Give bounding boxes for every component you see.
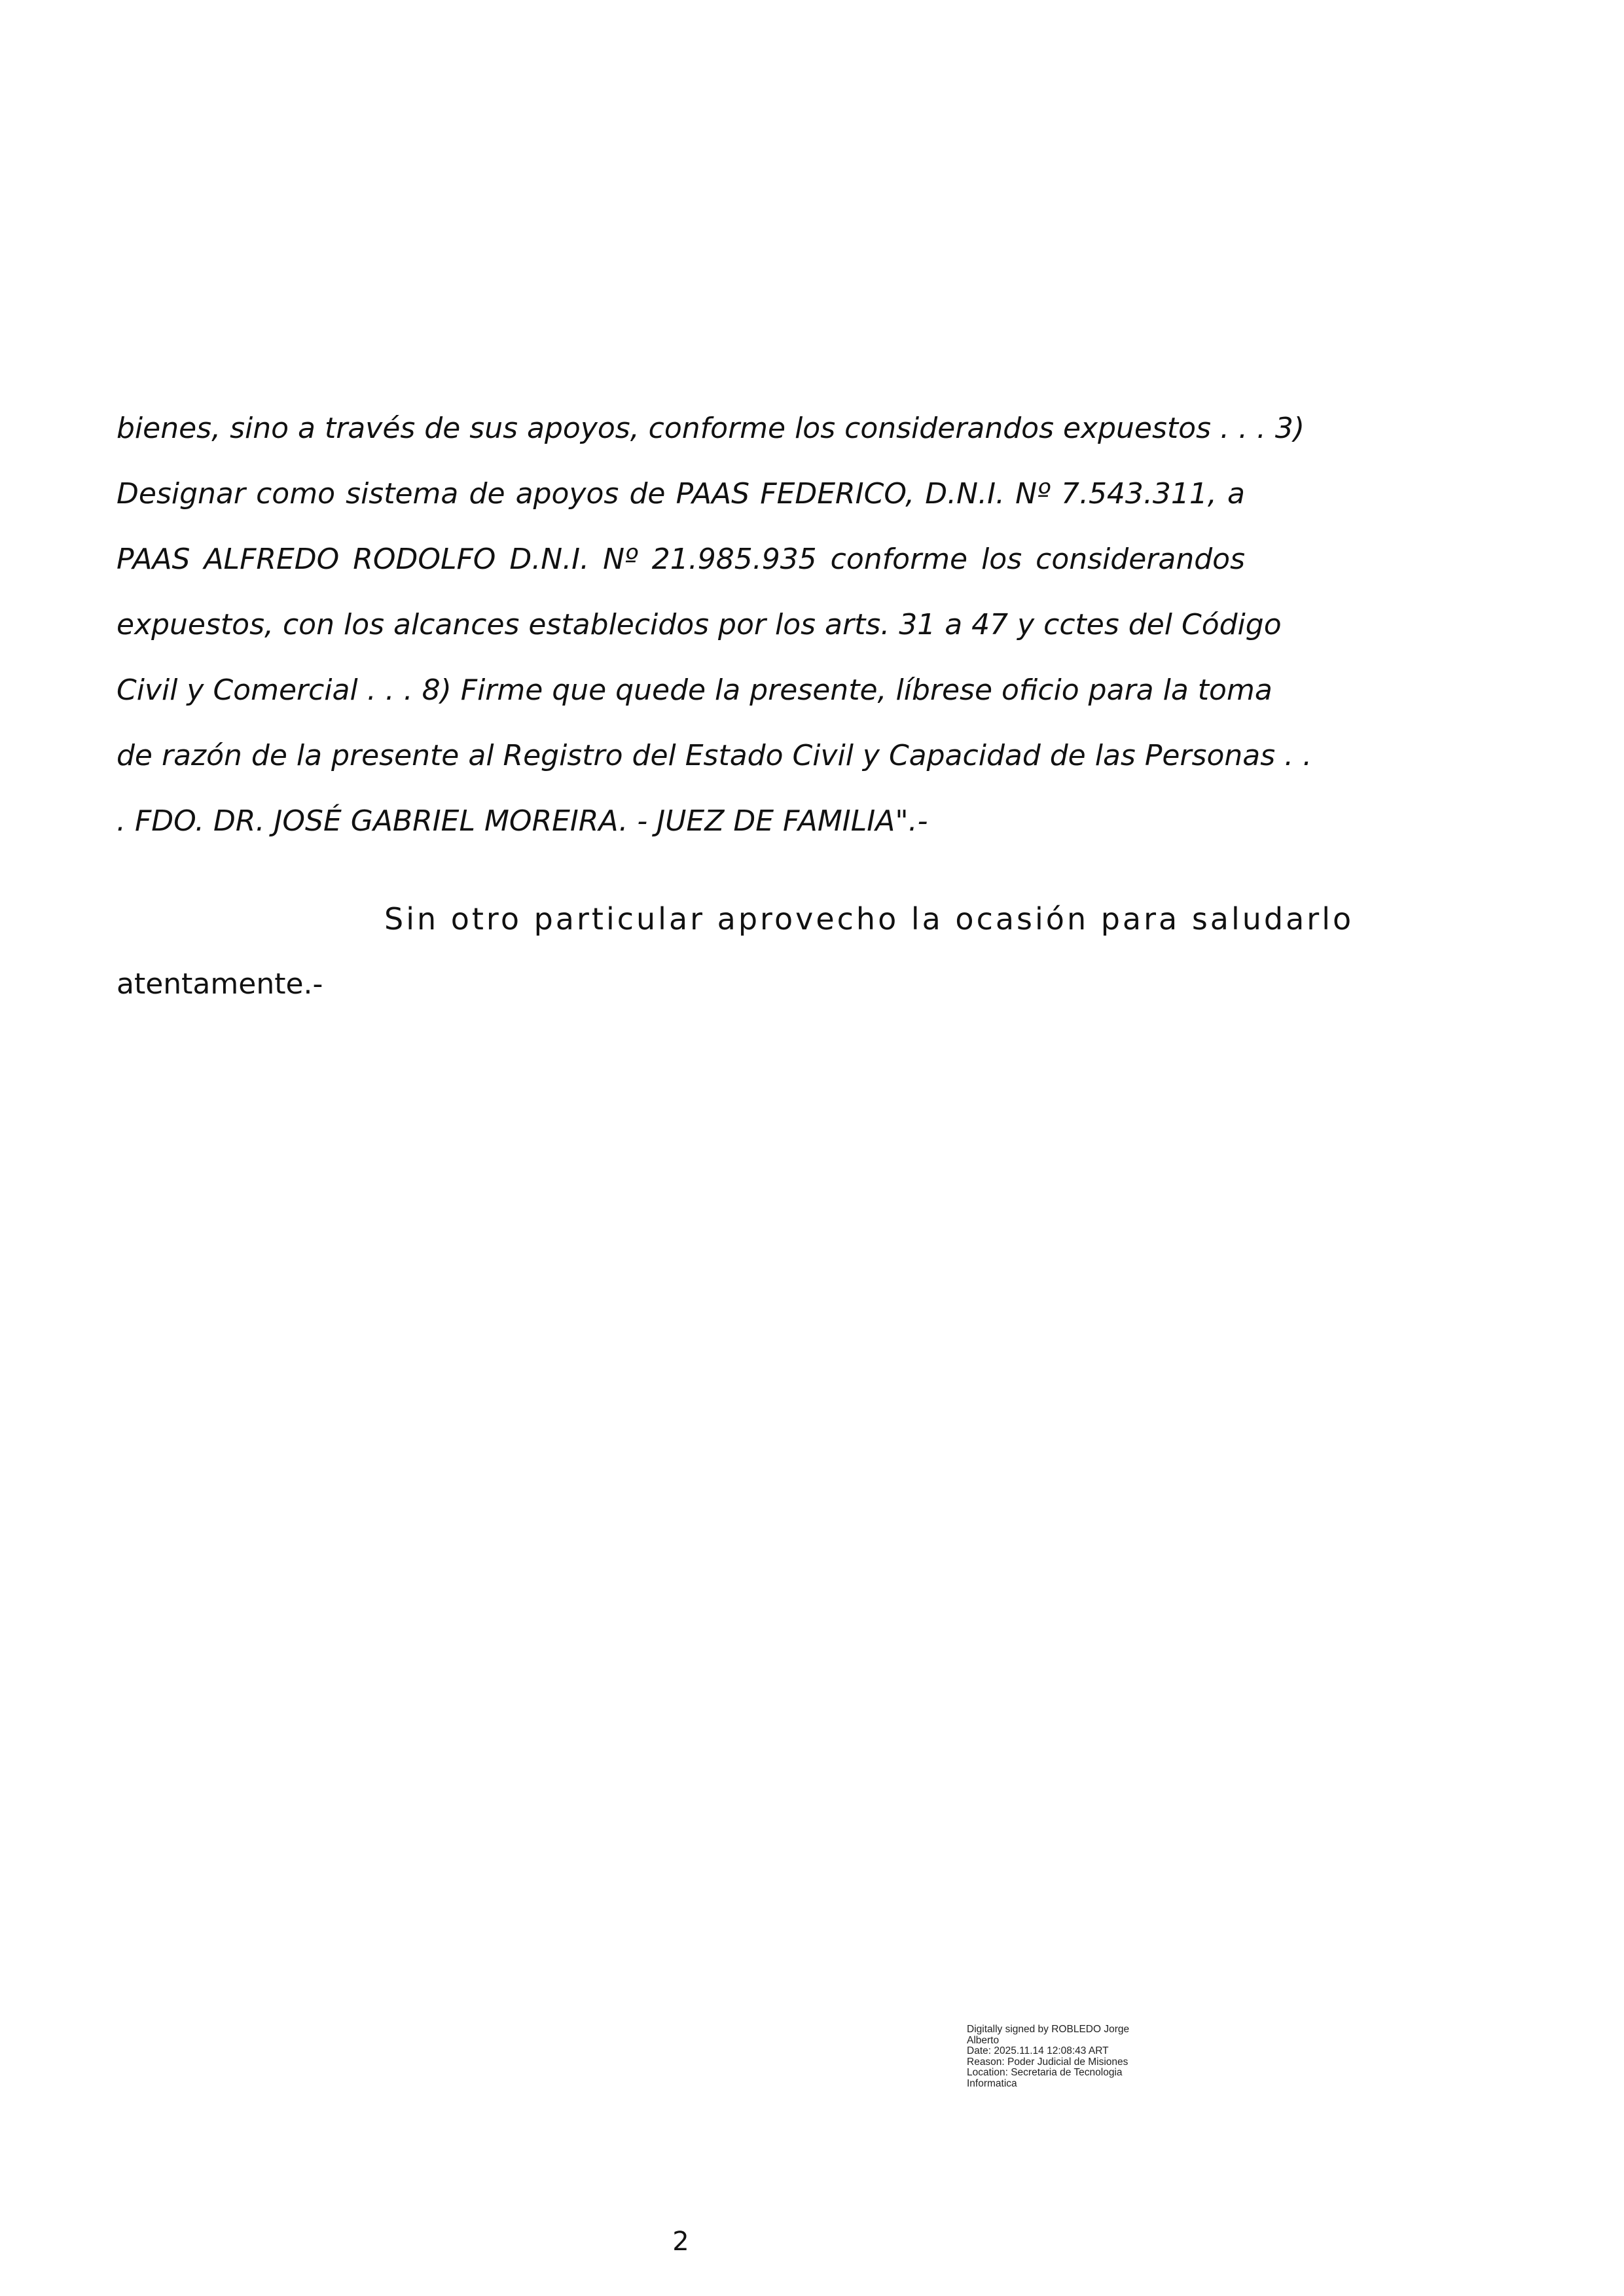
page-number: 2 — [672, 2227, 689, 2257]
closing-paragraph: Sin otro particular aprovecho la ocasión para saludarlo — [384, 901, 1354, 937]
signature-line: Alberto — [967, 2034, 1000, 2046]
signature-line: Digitally signed by ROBLEDO Jorge — [967, 2024, 1130, 2035]
digital-signature-block — [967, 2024, 1176, 2089]
quote-line: Designar como sistema de apoyos de PAAS FEDERICO, D.N.I. Nº 7.543.311, a — [117, 477, 1245, 511]
signature-line: Informatica — [967, 2077, 1017, 2089]
closing-paragraph-end: atentamente.- — [117, 967, 323, 1001]
quote-line: . FDO. DR. JOSÉ GABRIEL MOREIRA. - JUEZ DE FAMILIA".- — [117, 804, 928, 838]
quote-line: de razón de la presente al Registro del Estado Civil y Capacidad de las Personas . . — [117, 739, 1312, 772]
quoted-resolution-text — [117, 396, 1312, 854]
quote-line: bienes, sino a través de sus apoyos, conforme los considerandos expuestos . . . 3) — [117, 412, 1305, 445]
signature-line: Location: Secretaria de Tecnologia — [967, 2067, 1123, 2078]
quote-line: Civil y Comercial . . . 8) Firme que quede la presente, líbrese oficio para la toma — [117, 673, 1272, 707]
quote-line: expuestos, con los alcances establecidos por los arts. 31 a 47 y cctes del Código — [117, 608, 1282, 641]
quote-line: PAAS ALFREDO RODOLFO D.N.I. Nº 21.985.935 conforme los considerandos — [117, 543, 1245, 576]
signature-line: Date: 2025.11.14 12:08:43 ART — [967, 2045, 1109, 2056]
signature-line: Reason: Poder Judicial de Misiones — [967, 2056, 1128, 2068]
